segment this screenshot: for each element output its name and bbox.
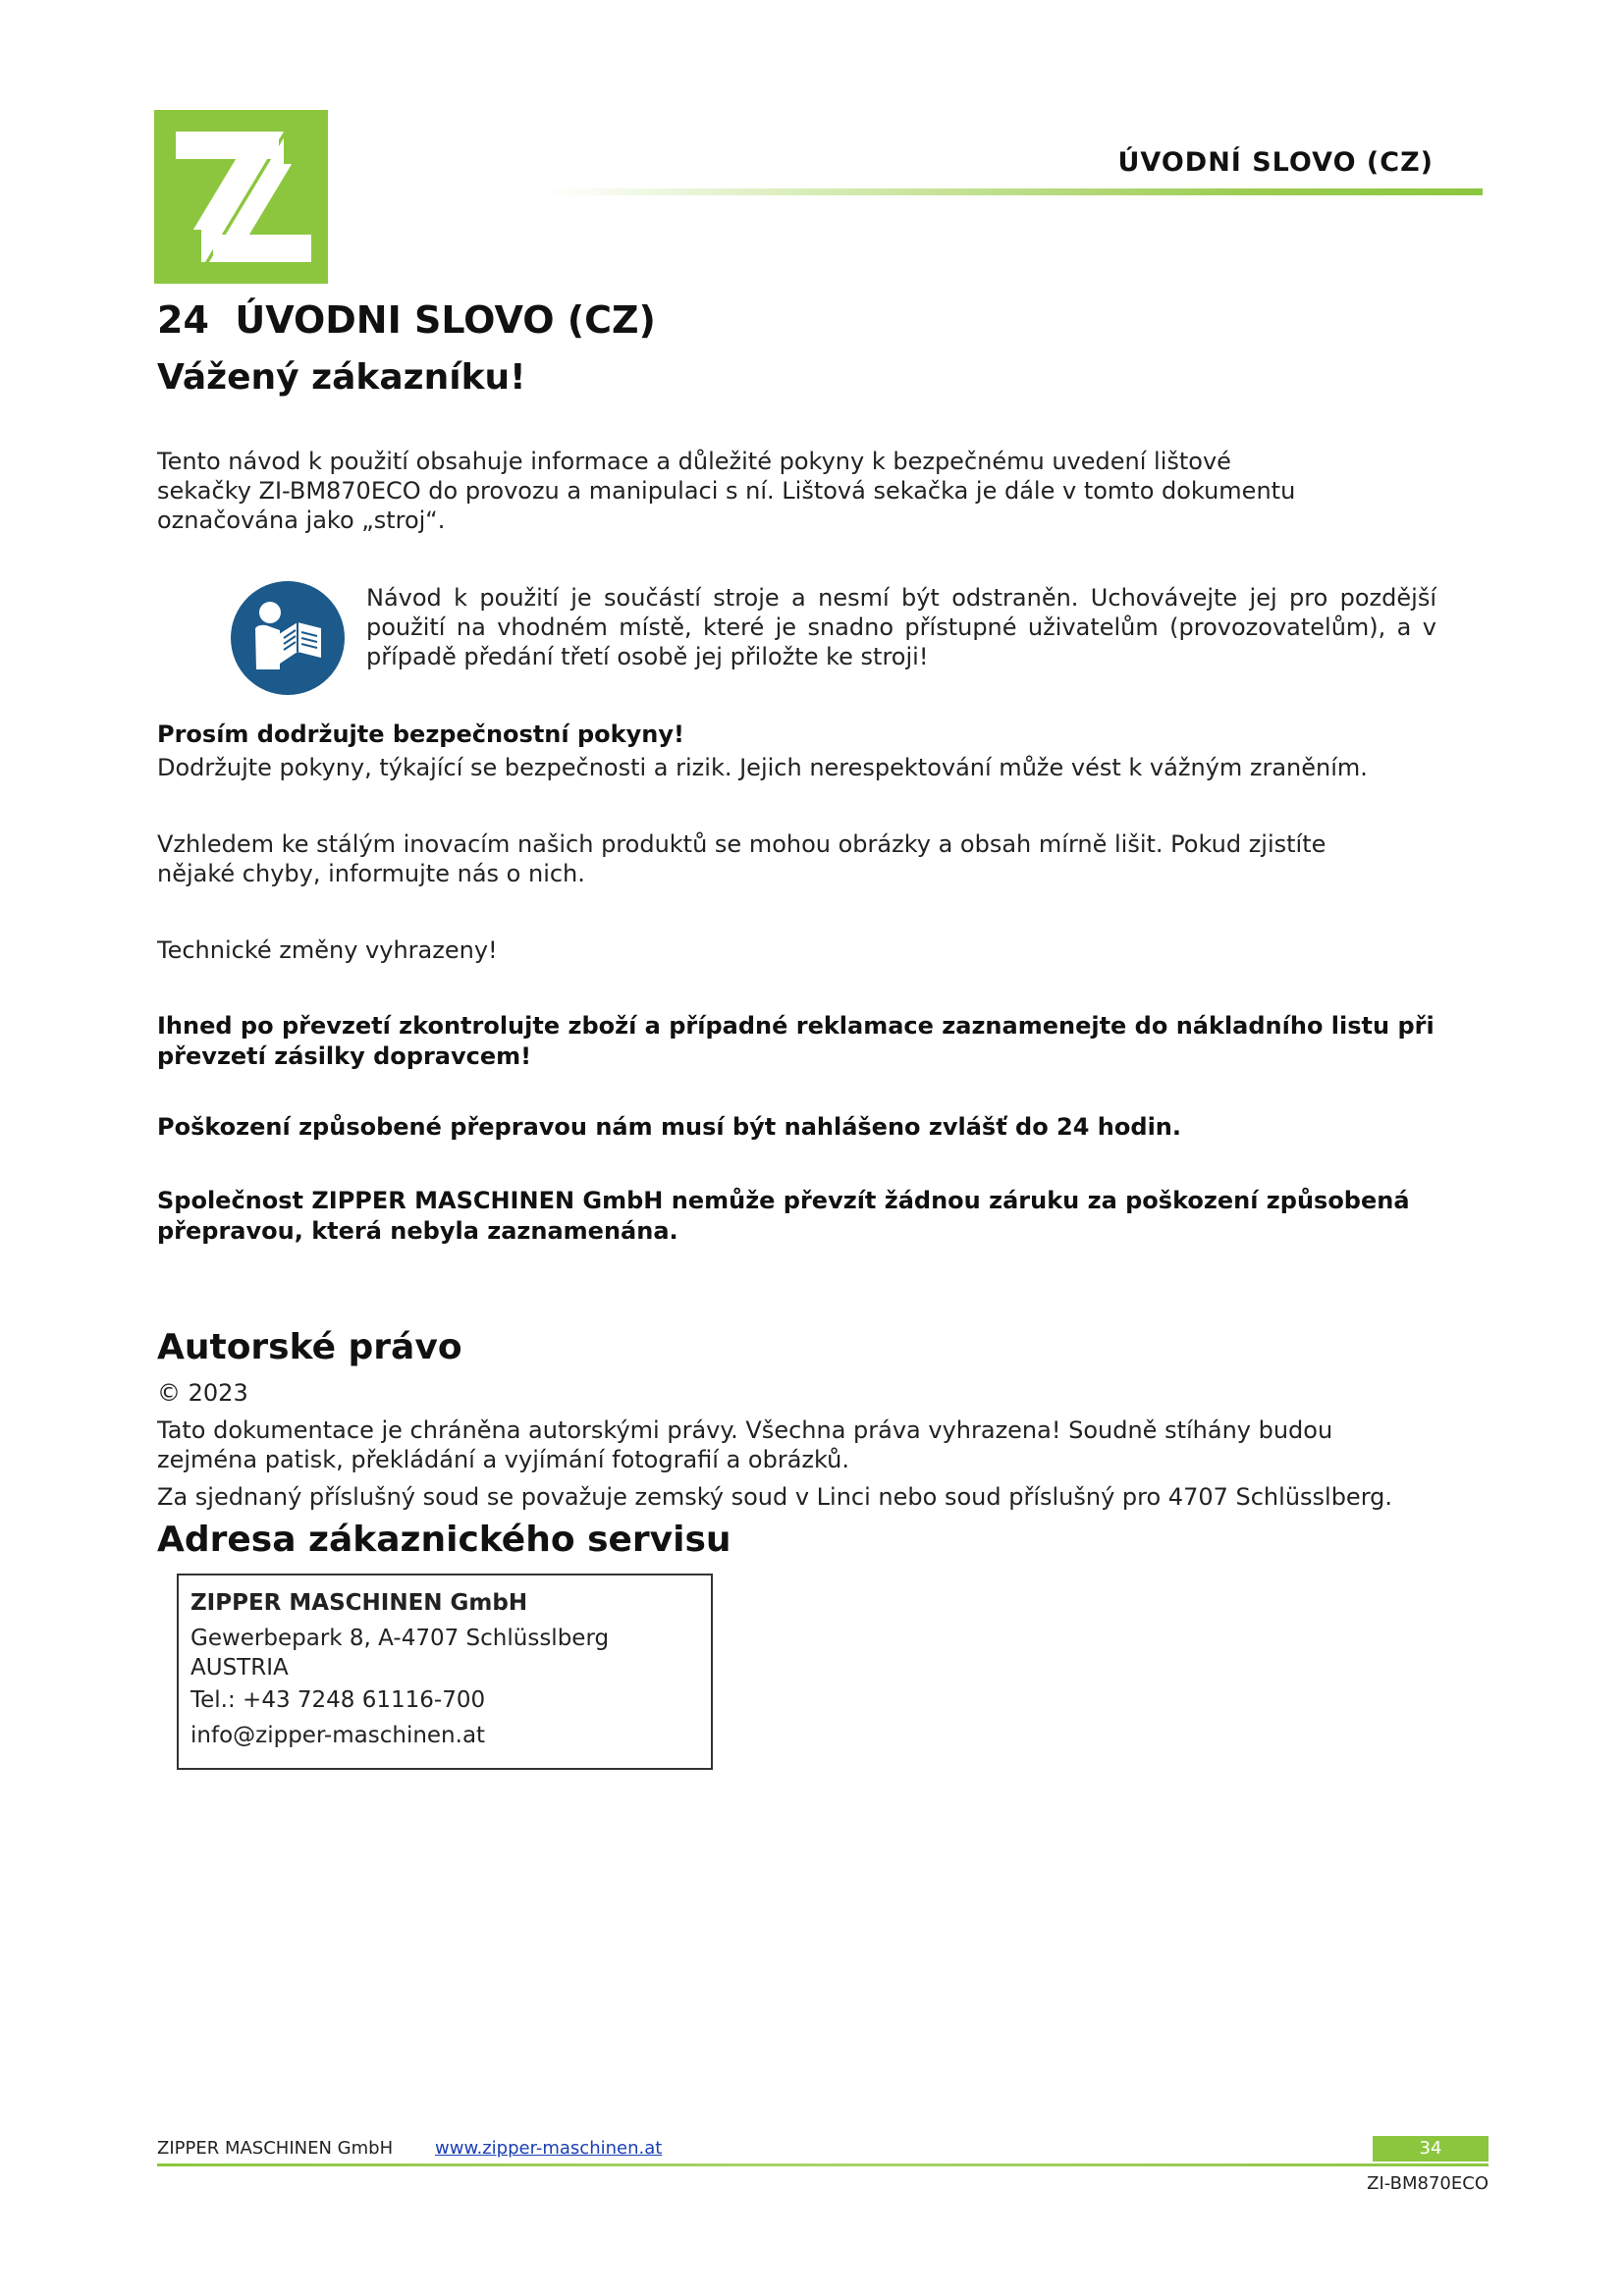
footer-divider	[157, 2163, 1489, 2166]
page-number: 34	[1373, 2136, 1489, 2162]
innovation-line-1: Vzhledem ke stálým inovacím našich produktů se mohou obrázky a obsah mírně lišit. Pokud zjistíte	[157, 830, 1326, 858]
address-phone: Tel.: +43 7248 61116-700	[190, 1687, 486, 1713]
inspection-line-1: Ihned po převzetí zkontrolujte zboží a případné reklamace zaznamenejte do nákladního listu při	[157, 1012, 1435, 1040]
liability-line-2: přepravou, která nebyla zaznamenána.	[157, 1217, 678, 1245]
header-title: ÚVODNÍ SLOVO (CZ)	[1117, 147, 1434, 178]
zipper-logo-icon	[154, 110, 328, 284]
copyright-line-1: Tato dokumentace je chráněna autorskými právy. Všechna práva vyhrazena! Soudně stíhány budou	[157, 1416, 1333, 1444]
damage-report: Poškození způsobené přepravou nám musí být nahlášeno zvlášť do 24 hodin.	[157, 1113, 1181, 1141]
address-country: AUSTRIA	[190, 1655, 289, 1681]
header-divider	[545, 188, 1483, 195]
footer-model: ZI-BM870ECO	[1367, 2173, 1489, 2194]
copyright-year: © 2023	[157, 1379, 248, 1407]
liability-line-1: Společnost ZIPPER MASCHINEN GmbH nemůže převzít žádnou záruku za poškození způsobená	[157, 1187, 1410, 1214]
address-email[interactable]: info@zipper-maschinen.at	[190, 1723, 486, 1748]
greeting-heading: Vážený zákazníku!	[157, 357, 526, 398]
footer-company: ZIPPER MASCHINEN GmbH	[157, 2138, 394, 2159]
copyright-heading: Autorské právo	[157, 1327, 462, 1367]
section-title: 24 ÚVODNI SLOVO (CZ)	[157, 298, 656, 342]
service-heading: Adresa zákaznického servisu	[157, 1520, 731, 1560]
intro-line-3: označována jako „stroj“.	[157, 507, 446, 534]
intro-line-1: Tento návod k použití obsahuje informace a důležité pokyny k bezpečnému uvedení lištové	[157, 448, 1231, 475]
manual-note-text: Návod k použití je součástí stroje a nesmí být odstraněn. Uchovávejte jej pro pozdější použití na vhodném místě, které je snadno přístupné uživatelům (provozovatelům), a v případě předání třetí osobě jej přiložte ke stroji!	[366, 584, 1436, 670]
copyright-line-2: zejména patisk, překládání a vyjímání fotografií a obrázků.	[157, 1446, 850, 1473]
innovation-line-2: nějaké chyby, informujte nás o nich.	[157, 860, 585, 887]
intro-line-2: sekačky ZI-BM870ECO do provozu a manipulaci s ní. Lištová sekačka je dále v tomto dokumentu	[157, 477, 1296, 505]
address-company: ZIPPER MASCHINEN GmbH	[190, 1590, 528, 1616]
inspection-line-2: převzetí zásilky dopravcem!	[157, 1042, 532, 1070]
footer-website-link[interactable]: www.zipper-maschinen.at	[435, 2138, 663, 2159]
read-manual-icon	[229, 579, 347, 697]
tech-changes: Technické změny vyhrazeny!	[157, 936, 498, 964]
address-street: Gewerbepark 8, A-4707 Schlüsslberg	[190, 1626, 610, 1651]
copyright-line-3: Za sjednaný příslušný soud se považuje zemský soud v Linci nebo soud příslušný pro 4707 Schlüsslberg.	[157, 1483, 1393, 1511]
safety-text: Dodržujte pokyny, týkající se bezpečnosti a rizik. Jejich nerespektování může vést k vážným zraněním.	[157, 754, 1368, 781]
safety-heading: Prosím dodržujte bezpečnostní pokyny!	[157, 721, 684, 748]
